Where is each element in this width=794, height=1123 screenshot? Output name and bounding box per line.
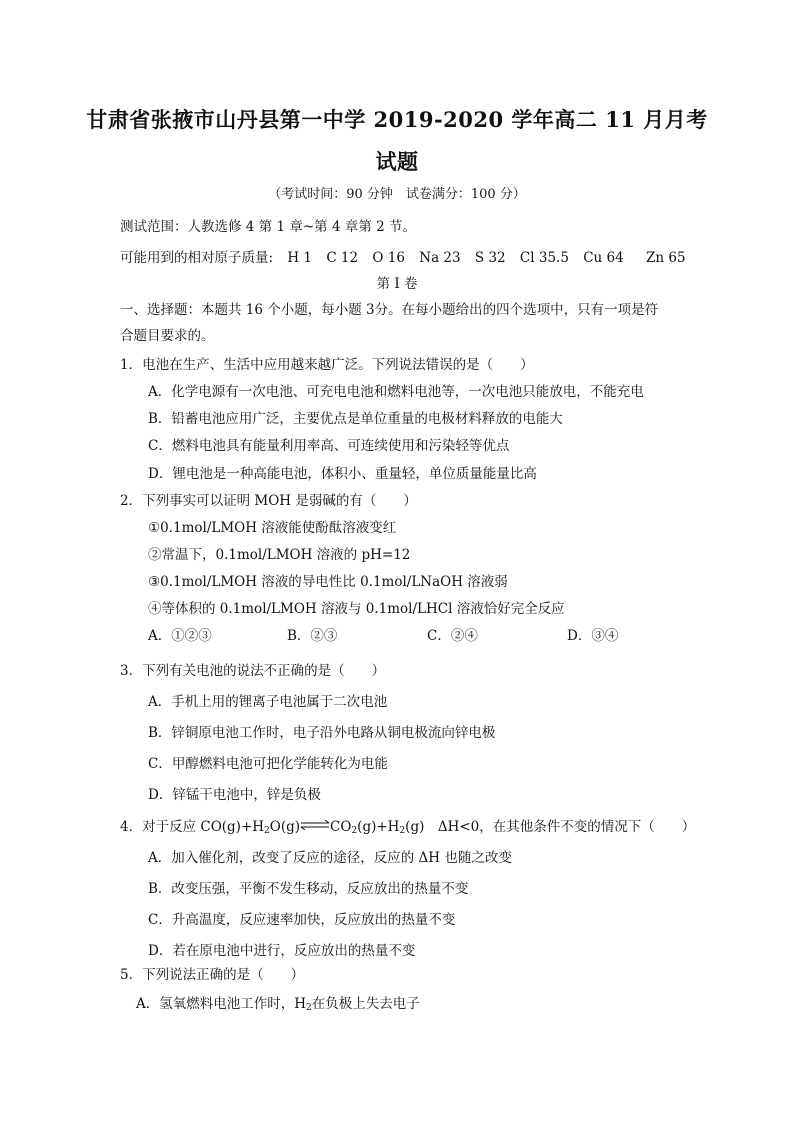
question-1-option-d: D．锂电池是一种高能电池，体积小、重量轻，单位质量能量比高 <box>148 466 537 482</box>
question-3-option-c: C．甲醇燃料电池可把化学能转化为电能 <box>148 756 388 772</box>
question-1-option-a: A．化学电源有一次电池、可充电电池和燃料电池等，一次电池只能放电，不能充电 <box>148 384 644 400</box>
atomic-mass-item: S 32 <box>474 250 506 266</box>
section-1-instructions-cont: 合题目要求的。 <box>120 328 215 344</box>
atomic-mass-item: C 12 <box>326 250 359 266</box>
question-2-option-b: B．②③ <box>287 628 338 644</box>
question-1-option-c: C．燃料电池具有能量利用率高、可连续使用和污染轻等优点 <box>148 438 510 454</box>
question-5-stem: 5．下列说法正确的是（ ） <box>120 967 305 983</box>
question-5-option-a: A．氢氧燃料电池工作时，$H_2$在负极上失去电子 <box>136 996 420 1013</box>
atomic-mass-item: Cl 35.5 <box>519 250 569 266</box>
test-scope: 测试范围：人教选修 4 第 1 章~第 4 章第 2 节。 <box>120 219 416 235</box>
question-2-option-a: A．①②③ <box>148 628 212 644</box>
question-4-option-b: B．改变压强，平衡不发生移动，反应放出的热量不变 <box>148 881 469 897</box>
title-line-2: 试题 <box>375 149 419 174</box>
question-4-option-a: A．加入催化剂，改变了反应的途径，反应的 ΔH 也随之改变 <box>148 850 512 866</box>
question-2-option-c: C．②④ <box>427 628 478 644</box>
atomic-masses <box>120 249 696 267</box>
question-2-statement-1: ①0.1mol/LMOH 溶液能使酚酞溶液变红 <box>148 520 397 536</box>
reversible-arrow-icon <box>300 820 330 830</box>
question-4-option-c: C．升高温度，反应速率加快，反应放出的热量不变 <box>148 912 456 928</box>
question-2-statement-4: ④等体积的 0.1mol/LMOH 溶液与 0.1mol/LHCl 溶液恰好完全反应 <box>148 601 565 617</box>
question-1-option-b: B．铅蓄电池应用广泛，主要优点是单位重量的电极材料释放的电能大 <box>148 411 563 427</box>
question-4-stem: 4．对于反应 $CO(g)+H_2O(g)$ $CO_2(g)+H_2(g)$ ΔH<0，在其他条件不变的情况下（ ） <box>120 819 696 836</box>
atomic-mass-item: Cu 64 <box>583 250 624 266</box>
question-4-option-d: D．若在原电池中进行，反应放出的热量不变 <box>148 943 416 959</box>
atomic-mass-item: H 1 <box>287 250 313 266</box>
atomic-mass-item: O 16 <box>372 250 405 266</box>
atomic-mass-item: Na 23 <box>419 250 461 266</box>
atomic-mass-label: 可能用到的相对原子质量: <box>120 250 274 266</box>
question-3-stem: 3．下列有关电池的说法不正确的是（ ） <box>120 663 386 679</box>
title-line-1: 甘肃省张掖市山丹县第一中学 2019-2020 学年高二 11 月月考 <box>86 107 708 132</box>
question-3-option-a: A．手机上用的锂离子电池属于二次电池 <box>148 694 388 710</box>
question-2-stem: 2．下列事实可以证明 MOH 是弱碱的有（ ） <box>120 493 417 509</box>
volume-heading: 第 I 卷 <box>376 276 418 292</box>
question-2-option-d: D．③④ <box>567 628 619 644</box>
question-3-option-d: D．锌锰干电池中，锌是负极 <box>148 787 321 803</box>
question-1-stem: 1．电池在生产、生活中应用越来越广泛。下列说法错误的是（ ） <box>120 357 534 373</box>
atomic-mass-item: Zn 65 <box>646 250 686 266</box>
question-2-statement-2: ②常温下，0.1mol/LMOH 溶液的 pH=12 <box>148 547 411 563</box>
exam-info: （考试时间：90 分钟 试卷满分：100 分） <box>268 187 526 202</box>
question-3-option-b: B．锌铜原电池工作时，电子沿外电路从铜电极流向锌电极 <box>148 725 496 741</box>
section-1-instructions: 一、选择题：本题共 16 个小题，每小题 3分。在每小题给出的四个选项中，只有一项是符 <box>120 302 659 318</box>
question-2-statement-3: ③0.1mol/LMOH 溶液的导电性比 0.1mol/LNaOH 溶液弱 <box>148 574 508 590</box>
